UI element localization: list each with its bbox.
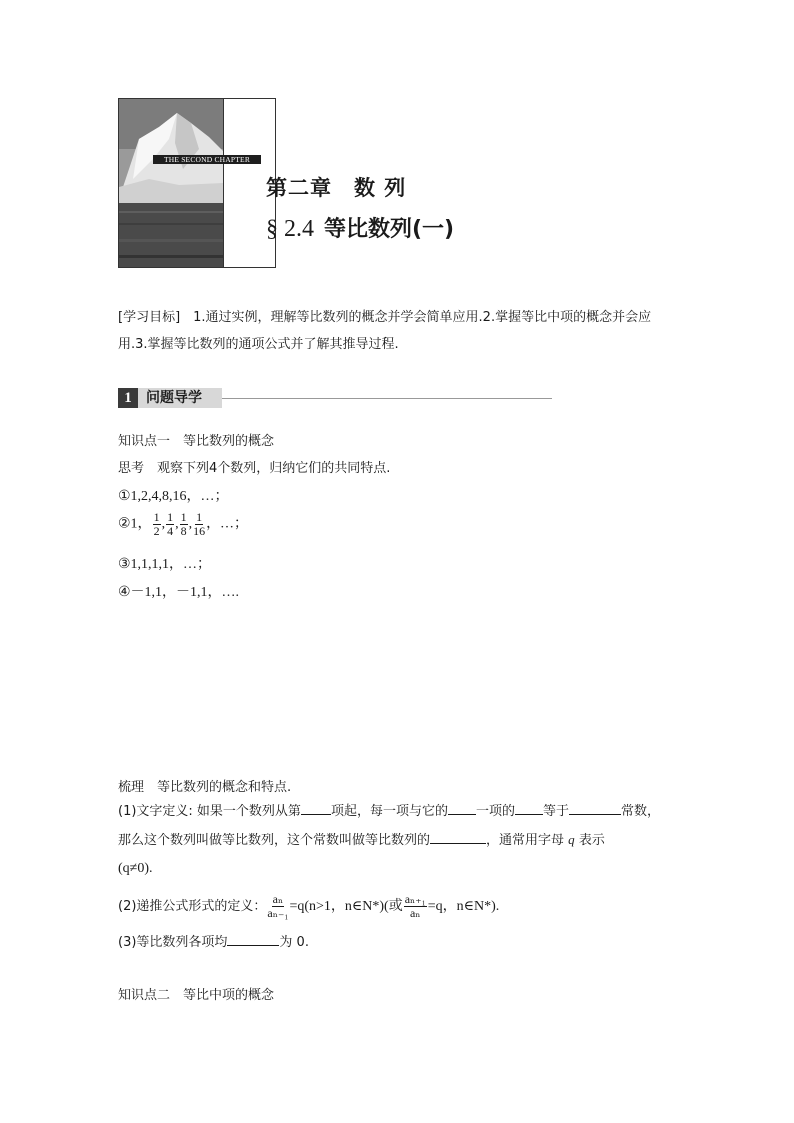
denominator: aₙ <box>409 906 421 920</box>
sequence-4: ④－1,1，－1,1，…. <box>118 585 240 600</box>
sequence-2-suffix: ，…； <box>206 516 249 532</box>
fraction <box>153 511 161 538</box>
answer-blank[interactable] <box>301 802 331 815</box>
chapter-band-label: THE SECOND CHAPTER <box>153 155 261 164</box>
numerator: 1 <box>167 510 174 524</box>
def2-text: (2)递推公式形式的定义： <box>118 899 267 914</box>
def1-text: 等于 <box>542 804 569 819</box>
sequence-1: ①1,2,4,8,16，…； <box>118 489 229 504</box>
fraction <box>180 511 188 538</box>
fraction <box>267 893 288 920</box>
def3-text: 为 0. <box>279 935 309 950</box>
numerator: 1 <box>196 510 203 524</box>
def1-text: 表示 <box>578 833 605 848</box>
mountain-illustration <box>119 99 223 267</box>
def2-text: =q(n>1，n∈N*)(或 <box>289 899 403 914</box>
def2-text: =q，n∈N*). <box>427 899 500 914</box>
answer-blank[interactable] <box>515 802 543 815</box>
def1-text: 常数， <box>620 804 660 819</box>
answer-blank[interactable] <box>227 933 279 946</box>
def1-text: 一项的 <box>475 804 515 819</box>
section-bar-rule <box>222 398 552 399</box>
sequence-3: ③1,1,1,1，…； <box>118 557 212 572</box>
definition-2 <box>118 893 499 920</box>
def3-text: (3)等比数列各项均 <box>118 935 228 950</box>
sequence-2-prefix: ②1， <box>118 516 152 532</box>
def1-text: ，通常用字母 <box>486 833 565 848</box>
variable-q: q <box>568 832 575 847</box>
learning-objectives: [学习目标] 1.通过实例，理解等比数列的概念并学会简单应用.2.掌握等比中项的概念并会应用.3.掌握等比数列的通项公式并了解其推导过程. <box>118 310 652 352</box>
def1-text: (q≠0). <box>118 861 153 876</box>
answer-blank[interactable] <box>569 802 621 815</box>
answer-blank[interactable] <box>448 802 476 815</box>
kp1-title: 知识点一 等比数列的概念 <box>118 434 275 449</box>
chapter-cover-image <box>118 98 276 268</box>
fraction <box>404 893 427 920</box>
section-name: 等比数列(一) <box>324 217 455 242</box>
sequence-2: ②1， $\frac{1}{2}$ , $\frac{1}{4}$ , $\frac{1}{8}$ , $\frac{1}{16}$ ，…； <box>118 510 249 538</box>
denominator: 2 <box>153 524 160 538</box>
section-bar <box>118 388 438 408</box>
section-number: § 2.4 <box>266 216 314 242</box>
denominator: aₙ₋₁ <box>267 906 289 920</box>
fraction <box>193 511 205 538</box>
answer-blank[interactable] <box>430 831 486 844</box>
denominator: 16 <box>193 524 206 538</box>
numerator: 1 <box>153 510 160 524</box>
section-bar-label: 问题导学 <box>138 388 222 408</box>
chapter-title: 第二章 数 列 <box>266 176 407 200</box>
section-title <box>266 212 454 243</box>
definition-1 <box>118 798 678 883</box>
section-bar-number: 1 <box>118 388 138 408</box>
numerator: aₙ <box>272 892 284 906</box>
denominator: 8 <box>180 524 187 538</box>
fraction <box>166 511 174 538</box>
def1-text: (1)文字定义: 如果一个数列从第 <box>118 804 301 819</box>
numerator: 1 <box>180 510 187 524</box>
summary-title: 梳理 等比数列的概念和特点. <box>118 780 292 795</box>
kp2-title: 知识点二 等比中项的概念 <box>118 988 275 1003</box>
definition-3 <box>118 931 309 950</box>
cover-frame-line <box>223 99 224 267</box>
numerator: aₙ₊₁ <box>404 892 426 906</box>
def1-text: 那么这个数列叫做等比数列，这个常数叫做等比数列的 <box>118 833 431 848</box>
def1-text: 项起，每一项与它的 <box>330 804 448 819</box>
kp1-think: 思考 观察下列4个数列，归纳它们的共同特点. <box>118 461 391 476</box>
denominator: 4 <box>167 524 174 538</box>
